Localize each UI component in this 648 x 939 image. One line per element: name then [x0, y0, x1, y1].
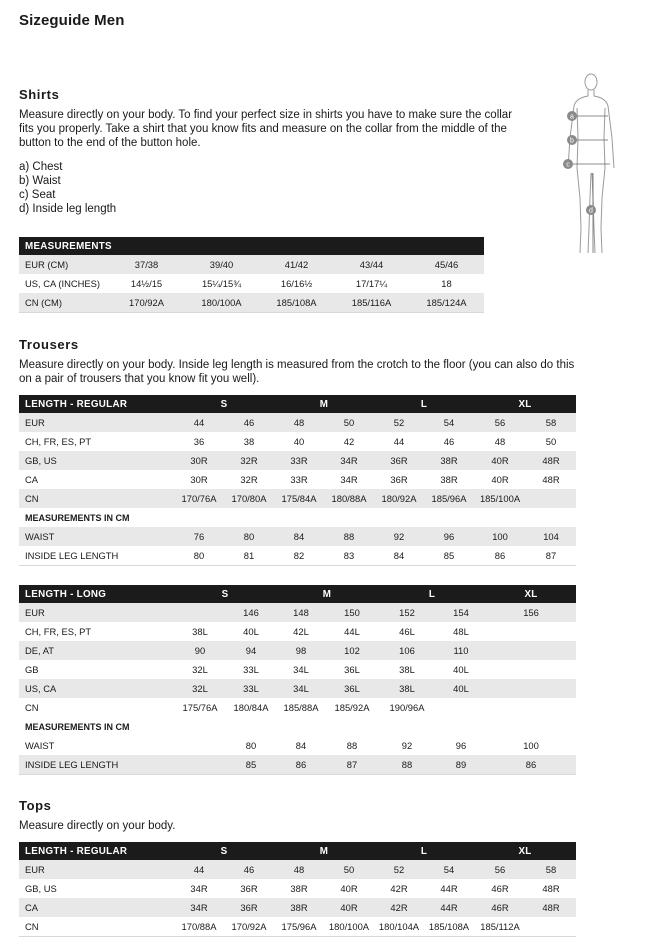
cell: 40R	[474, 470, 526, 489]
cell: 102	[326, 641, 378, 660]
cell: 88	[378, 755, 436, 774]
size-header-xl: XL	[474, 395, 576, 413]
cell: 43/44	[334, 255, 409, 274]
cell: 84	[374, 546, 424, 565]
cell: 54	[424, 860, 474, 879]
body-measurement-figure	[558, 68, 628, 258]
row-label: US, CA (INCHES)	[19, 274, 109, 293]
row-label: INSIDE LEG LENGTH	[19, 755, 174, 774]
row-label: DE, AT	[19, 641, 174, 660]
size-header-xl: XL	[486, 585, 576, 603]
row-label: CH, FR, ES, PT	[19, 432, 174, 451]
cell: 42L	[276, 622, 326, 641]
cell: 170/80A	[224, 489, 274, 508]
cell: 46	[224, 860, 274, 879]
table-row	[19, 274, 484, 293]
trousers-heading: Trousers	[19, 337, 79, 352]
table-header: MEASUREMENTS	[19, 237, 484, 255]
trousers-regular-table	[19, 395, 576, 566]
cell	[174, 603, 226, 622]
cell: 42	[324, 432, 374, 451]
list-item: a) Chest	[19, 161, 63, 173]
cell	[486, 622, 576, 641]
cell: 146	[226, 603, 276, 622]
cell: 185/92A	[326, 698, 378, 717]
size-header-m: M	[274, 842, 374, 860]
cell: 48	[274, 413, 324, 432]
figure-head	[585, 74, 597, 90]
row-label: CN	[19, 698, 174, 717]
cell: 100	[474, 527, 526, 546]
cell: 88	[326, 736, 378, 755]
size-header-m: M	[274, 395, 374, 413]
cell: 86	[486, 755, 576, 774]
cell	[486, 679, 576, 698]
shirt-size-table	[19, 237, 484, 313]
cell: 18	[409, 274, 484, 293]
shirts-line: Measure directly on your body. To find your perfect size in shirts you have to make sure the collar	[19, 109, 513, 121]
cell: 38R	[424, 470, 474, 489]
cell: 180/100A	[184, 293, 259, 312]
cell: 110	[436, 641, 486, 660]
table-header-label: LENGTH - REGULAR	[19, 842, 174, 860]
row-label: WAIST	[19, 736, 174, 755]
size-header-s: S	[174, 842, 274, 860]
cell: 190/96A	[378, 698, 436, 717]
cell: 38	[224, 432, 274, 451]
table-row	[19, 527, 576, 546]
row-label: US, CA	[19, 679, 174, 698]
cell: 58	[526, 860, 576, 879]
cell: 38R	[274, 879, 324, 898]
cell: 80	[226, 736, 276, 755]
cell: 46	[224, 413, 274, 432]
table-row	[19, 413, 576, 432]
cell: 36L	[326, 660, 378, 679]
cell: 40L	[436, 679, 486, 698]
cell	[486, 641, 576, 660]
cell: 15¼/15¾	[184, 274, 259, 293]
size-header-m: M	[276, 585, 378, 603]
row-label: EUR	[19, 413, 174, 432]
cell: 52	[374, 860, 424, 879]
cell: 170/88A	[174, 917, 224, 936]
row-label: CH, FR, ES, PT	[19, 622, 174, 641]
cell: 33L	[226, 679, 276, 698]
cell: 83	[324, 546, 374, 565]
cell: 38L	[378, 660, 436, 679]
cell: 185/108A	[259, 293, 334, 312]
cell: 46R	[474, 879, 526, 898]
cell: 38L	[174, 622, 226, 641]
cell: 85	[226, 755, 276, 774]
row-label: CN	[19, 489, 174, 508]
cell: 76	[174, 527, 224, 546]
cell: 94	[226, 641, 276, 660]
subheader-label: MEASUREMENTS IN CM	[19, 508, 576, 527]
cell: 36R	[224, 898, 274, 917]
tops-line: Measure directly on your body.	[19, 820, 176, 832]
cell: 32L	[174, 679, 226, 698]
table-row	[19, 451, 576, 470]
cell: 150	[326, 603, 378, 622]
marker-d-label: d	[589, 207, 593, 215]
table-row	[19, 603, 576, 622]
cell	[486, 660, 576, 679]
row-label: EUR (CM)	[19, 255, 109, 274]
table-row	[19, 736, 576, 755]
cell	[486, 698, 576, 717]
table-row	[19, 255, 484, 274]
cell: 90	[174, 641, 226, 660]
table-row	[19, 860, 576, 879]
figure-body	[577, 108, 605, 253]
cell: 34R	[174, 898, 224, 917]
cell: 180/104A	[374, 917, 424, 936]
row-label: CA	[19, 470, 174, 489]
cell: 185/88A	[276, 698, 326, 717]
trousers-line: Measure directly on your body. Inside leg length is measured from the crotch to the floor (you can also do this	[19, 359, 575, 371]
tops-heading: Tops	[19, 798, 52, 813]
figure-arms	[568, 90, 614, 168]
table-row	[19, 470, 576, 489]
size-header-s: S	[174, 585, 276, 603]
cell: 84	[276, 736, 326, 755]
row-label: GB	[19, 660, 174, 679]
cell: 175/84A	[274, 489, 324, 508]
cell: 175/76A	[174, 698, 226, 717]
cell: 185/100A	[474, 489, 526, 508]
cell: 180/88A	[324, 489, 374, 508]
table-row	[19, 917, 576, 936]
table-row	[19, 679, 576, 698]
cell: 44R	[424, 898, 474, 917]
cell: 148	[276, 603, 326, 622]
cell: 84	[274, 527, 324, 546]
cell: 48R	[526, 451, 576, 470]
trousers-long-table	[19, 585, 576, 775]
cell: 85	[424, 546, 474, 565]
cell: 81	[224, 546, 274, 565]
cell: 48	[274, 860, 324, 879]
cell: 106	[378, 641, 436, 660]
table-row	[19, 898, 576, 917]
measurement-point-list	[19, 160, 116, 216]
size-header-l: L	[378, 585, 486, 603]
cell: 38L	[378, 679, 436, 698]
row-label: INSIDE LEG LENGTH	[19, 546, 174, 565]
cell: 42R	[374, 898, 424, 917]
cell: 96	[436, 736, 486, 755]
cell: 87	[326, 755, 378, 774]
cell: 34R	[174, 879, 224, 898]
cell: 175/96A	[274, 917, 324, 936]
cell: 34L	[276, 679, 326, 698]
cell: 45/46	[409, 255, 484, 274]
cell: 48R	[526, 879, 576, 898]
table-row	[19, 698, 576, 717]
cell: 34R	[324, 470, 374, 489]
tops-regular-table	[19, 842, 576, 937]
cell: 88	[324, 527, 374, 546]
page-title: Sizeguide Men	[19, 12, 125, 29]
cell: 46R	[474, 898, 526, 917]
cell: 86	[276, 755, 326, 774]
cell: 40R	[324, 879, 374, 898]
row-label: GB, US	[19, 879, 174, 898]
cell: 50	[324, 860, 374, 879]
table-row	[19, 879, 576, 898]
cell: 37/38	[109, 255, 184, 274]
table-row	[19, 293, 484, 312]
cell: 44	[174, 860, 224, 879]
cell: 156	[486, 603, 576, 622]
cell: 87	[526, 546, 576, 565]
cell: 82	[274, 546, 324, 565]
cell	[174, 736, 226, 755]
cell: 33R	[274, 470, 324, 489]
cell: 38R	[424, 451, 474, 470]
cell: 44L	[326, 622, 378, 641]
cell: 50	[526, 432, 576, 451]
cell: 58	[526, 413, 576, 432]
cell: 14½/15	[109, 274, 184, 293]
table-row	[19, 622, 576, 641]
table-row	[19, 755, 576, 774]
cell: 180/84A	[226, 698, 276, 717]
cell	[526, 489, 576, 508]
cell: 50	[324, 413, 374, 432]
cell: 48	[474, 432, 526, 451]
cell: 42R	[374, 879, 424, 898]
cell: 80	[174, 546, 224, 565]
tops-description	[19, 819, 175, 833]
cell: 48R	[526, 470, 576, 489]
cell: 40R	[324, 898, 374, 917]
cell: 52	[374, 413, 424, 432]
cell: 38R	[274, 898, 324, 917]
cell: 185/108A	[424, 917, 474, 936]
size-header-s: S	[174, 395, 274, 413]
cell: 40L	[436, 660, 486, 679]
cell: 89	[436, 755, 486, 774]
cell: 185/96A	[424, 489, 474, 508]
cell: 180/100A	[324, 917, 374, 936]
cell: 152	[378, 603, 436, 622]
cell: 46	[424, 432, 474, 451]
size-header-l: L	[374, 395, 474, 413]
cell: 185/116A	[334, 293, 409, 312]
cell: 36R	[374, 470, 424, 489]
row-label: CN (CM)	[19, 293, 109, 312]
cell: 104	[526, 527, 576, 546]
cell: 33L	[226, 660, 276, 679]
list-item: c) Seat	[19, 189, 56, 201]
cell: 92	[378, 736, 436, 755]
list-item: b) Waist	[19, 175, 61, 187]
cell: 32L	[174, 660, 226, 679]
cell: 170/92A	[109, 293, 184, 312]
trousers-description	[19, 358, 574, 386]
table-header-label: LENGTH - REGULAR	[19, 395, 174, 413]
cell: 54	[424, 413, 474, 432]
marker-c-label: c	[566, 161, 570, 169]
marker-a-label: a	[570, 113, 574, 121]
table-row	[19, 660, 576, 679]
cell: 180/92A	[374, 489, 424, 508]
shirts-description	[19, 108, 512, 150]
cell: 46L	[378, 622, 436, 641]
cell: 44	[174, 413, 224, 432]
cell: 170/92A	[224, 917, 274, 936]
row-label: GB, US	[19, 451, 174, 470]
cell: 40L	[226, 622, 276, 641]
size-header-l: L	[374, 842, 474, 860]
size-header-xl: XL	[474, 842, 576, 860]
cell: 48L	[436, 622, 486, 641]
row-label: CN	[19, 917, 174, 936]
cell: 185/124A	[409, 293, 484, 312]
cell: 44R	[424, 879, 474, 898]
cell: 34L	[276, 660, 326, 679]
cell: 40	[274, 432, 324, 451]
cell: 36R	[224, 879, 274, 898]
cell: 185/112A	[474, 917, 526, 936]
cell: 98	[276, 641, 326, 660]
shirts-line: fits you properly. Take a shirt that you know fits and measure on the collar from the middle of the	[19, 123, 507, 135]
table-row	[19, 432, 576, 451]
row-label: CA	[19, 898, 174, 917]
cell: 32R	[224, 470, 274, 489]
row-label: EUR	[19, 603, 174, 622]
cell	[436, 698, 486, 717]
cell: 92	[374, 527, 424, 546]
cell: 56	[474, 413, 526, 432]
cell: 36R	[374, 451, 424, 470]
cell: 36L	[326, 679, 378, 698]
marker-b-label: b	[570, 137, 574, 145]
trousers-line: on a pair of trousers that you know fit you well).	[19, 373, 260, 385]
cell: 170/76A	[174, 489, 224, 508]
table-row	[19, 641, 576, 660]
cell: 80	[224, 527, 274, 546]
cell: 154	[436, 603, 486, 622]
row-label: EUR	[19, 860, 174, 879]
cell: 40R	[474, 451, 526, 470]
cell: 48R	[526, 898, 576, 917]
cell: 86	[474, 546, 526, 565]
cell: 30R	[174, 451, 224, 470]
list-item: d) Inside leg length	[19, 203, 117, 215]
cell: 41/42	[259, 255, 334, 274]
cell: 39/40	[184, 255, 259, 274]
shirts-line: button to the end of the button hole.	[19, 137, 201, 149]
cell: 36	[174, 432, 224, 451]
cell: 30R	[174, 470, 224, 489]
cell: 44	[374, 432, 424, 451]
subheader-label: MEASUREMENTS IN CM	[19, 717, 576, 736]
measurements-subheader	[19, 508, 576, 527]
table-row	[19, 489, 576, 508]
table-row	[19, 546, 576, 565]
cell: 96	[424, 527, 474, 546]
cell: 32R	[224, 451, 274, 470]
cell: 17/17¼	[334, 274, 409, 293]
table-header-label: LENGTH - LONG	[19, 585, 174, 603]
cell: 34R	[324, 451, 374, 470]
cell: 56	[474, 860, 526, 879]
cell: 16/16½	[259, 274, 334, 293]
measurements-subheader	[19, 717, 576, 736]
cell: 100	[486, 736, 576, 755]
row-label: WAIST	[19, 527, 174, 546]
cell: 33R	[274, 451, 324, 470]
cell	[174, 755, 226, 774]
cell	[526, 917, 576, 936]
shirts-heading: Shirts	[19, 87, 60, 102]
